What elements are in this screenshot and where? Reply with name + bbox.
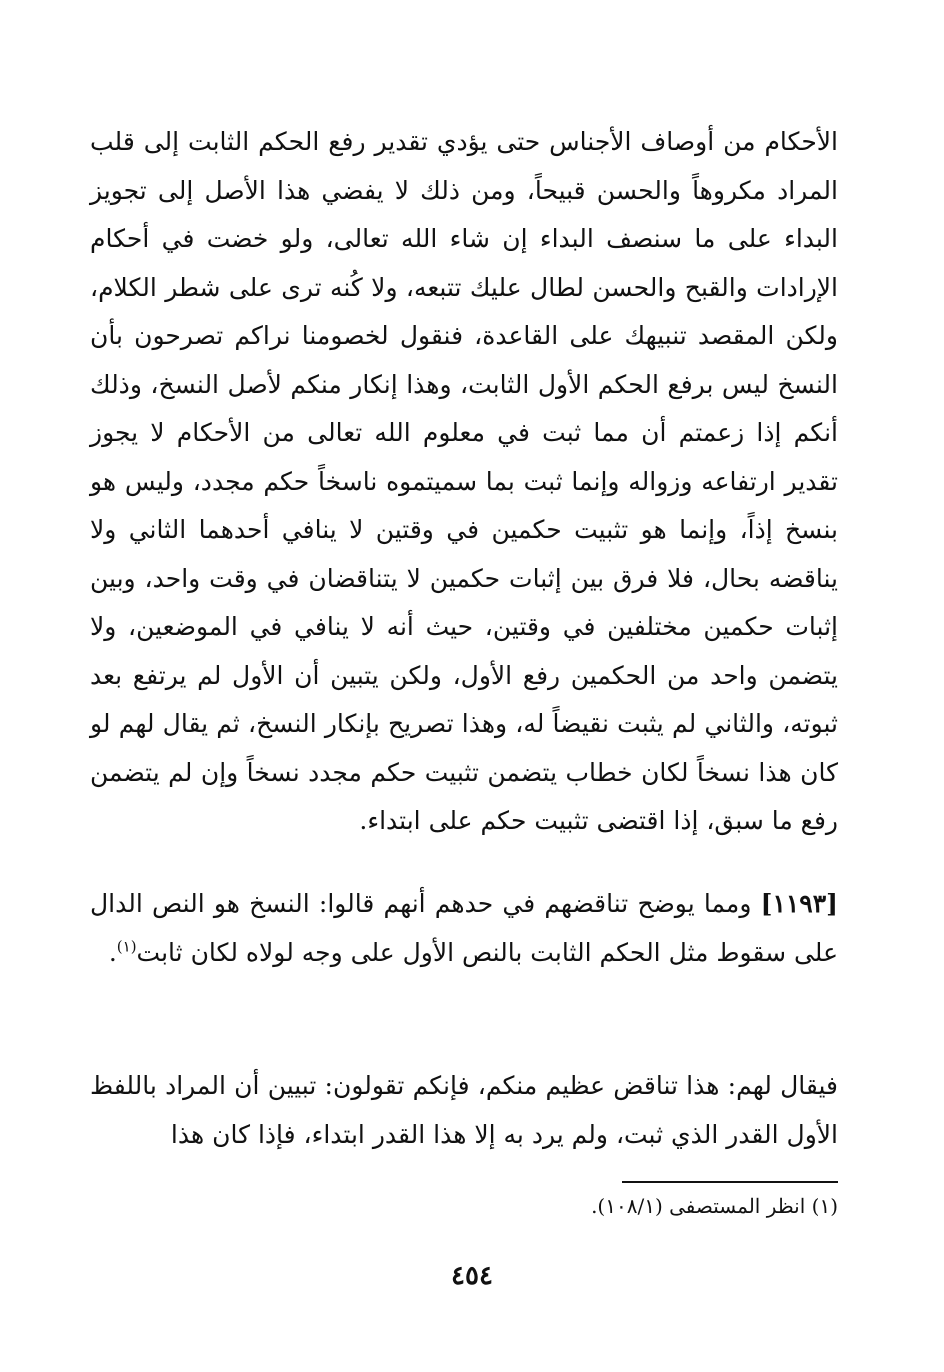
paragraph-1 <box>90 118 838 846</box>
footnote-reference[interactable]: (١) <box>116 937 137 956</box>
paragraph-3 <box>90 1062 838 1159</box>
paragraph-2-text: ومما يوضح تناقضهم في حدهم أنهم قالوا: النسخ هو النص الدال على سقوط مثل الحكم الثابت بالنص الأول على وجه لولاه لكان ثابت <box>90 889 838 967</box>
paragraph-1-text: الأحكام من أوصاف الأجناس حتى يؤدي تقدير رفع الحكم الثابت إلى قلب المراد مكروهاً والحسن قبيحاً، ومن ذلك لا يفضي هذا الأصل إلى تجويز البداء على ما سنصف البداء إن شاء الله تعالى، ولو خضت في أحكام الإرادات والقبح والحسن لطال عليك تتبعه، ولا كُنه ترى على شطر الكلام، ولكن المقصد تنبيهك على القاعدة، فنقول لخصومنا نراكم تصرحون بأن النسخ ليس برفع الحكم الأول الثابت، وهذا إنكار منكم لأصل النسخ، وذلك أنكم إذا زعمتم أن مما ثبت في معلوم الله تعالى من الأحكام لا يجوز تقدير ارتفاعه وزواله وإنما ثبت بما سميتموه ناسخاً حكم مجدد، وليس هو بنسخ إذاً، وإنما هو تثبيت حكمين في وقتين لا ينافي أحدهما الثاني ولا يناقضه بحال، فلا فرق بين إثبات حكمين لا يتناقضان في وقت واحد، وبين إثبات حكمين مختلفين في وقتين، حيث أنه لا ينافي في الموضعين، ولا يتضمن واحد من الحكمين رفع الأول، ولكن يتبين أن الأول لم يرتفع بعد ثبوته، والثاني لم يثبت نقيضاً له، وهذا تصريح بإنكار النسخ، ثم يقال لهم لو كان هذا نسخاً لكان خطاب يتضمن تثبيت حكم مجدد نسخاً وإن لم يتضمن رفع ما سبق، إذا اقتضى تثبيت حكم على ابتداء. <box>90 127 838 835</box>
paragraph-3-text: فيقال لهم: هذا تناقض عظيم منكم، فإنكم تقولون: تبيين أن المراد باللفظ الأول القدر الذي ثبت، ولم يرد به إلا هذا القدر ابتداء، فإذا كان هذا <box>90 1071 838 1149</box>
paragraph-2 <box>90 880 838 977</box>
footnote-text: (١) انظر المستصفى (١٠٨/١). <box>591 1194 838 1218</box>
paragraph-2-end: . <box>108 937 117 967</box>
footnote <box>90 1188 838 1224</box>
page-number: ٤٥٤ <box>451 1261 493 1291</box>
paragraph-number: [١١٩٣] <box>760 889 838 918</box>
footnote-divider <box>622 1181 838 1183</box>
